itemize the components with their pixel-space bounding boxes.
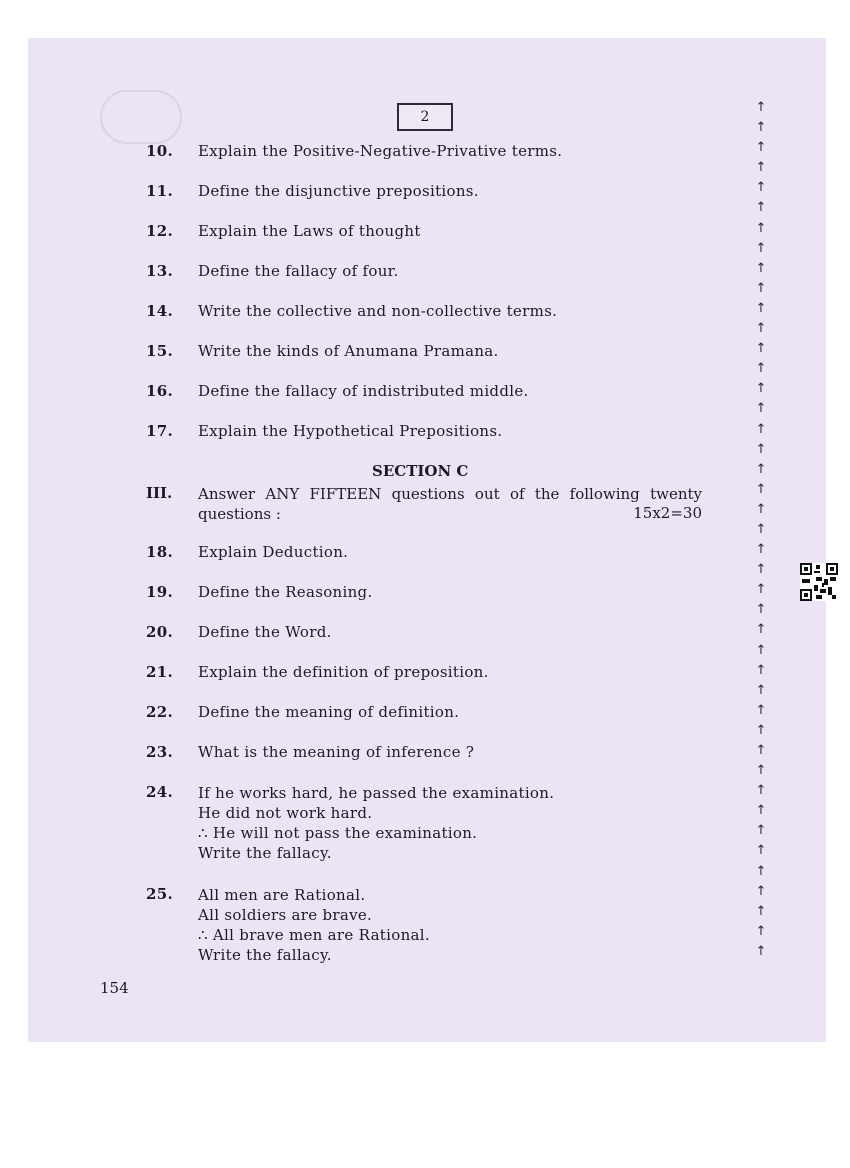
up-arrow-icon: ↑ <box>755 542 767 558</box>
up-arrow-icon: ↑ <box>755 883 767 899</box>
question-text: Define the meaning of definition. <box>198 703 460 721</box>
faint-stamp <box>100 90 182 144</box>
up-arrow-icon: ↑ <box>755 562 767 578</box>
up-arrow-icon: ↑ <box>755 622 767 638</box>
question-number: 20. <box>146 623 173 641</box>
question-text: Define the fallacy of four. <box>198 262 399 280</box>
question-10 <box>146 142 562 160</box>
up-arrow-icon: ↑ <box>755 863 767 879</box>
question-number: 23. <box>146 743 173 761</box>
up-arrow-icon: ↑ <box>755 682 767 698</box>
up-arrow-icon: ↑ <box>755 220 767 236</box>
question-number: 21. <box>146 663 173 681</box>
up-arrow-icon: ↑ <box>755 381 767 397</box>
question-number: 17. <box>146 422 173 440</box>
question-25 <box>146 885 430 965</box>
question-14 <box>146 302 557 320</box>
section-title: SECTION C <box>372 462 469 480</box>
question-17 <box>146 422 502 440</box>
up-arrow-icon: ↑ <box>755 642 767 658</box>
question-number: 16. <box>146 382 173 400</box>
question-line: ∴ All brave men are Rational. <box>198 926 430 944</box>
question-number: 22. <box>146 703 173 721</box>
up-arrow-icon: ↑ <box>755 260 767 276</box>
up-arrow-icon: ↑ <box>755 100 767 115</box>
up-arrow-icon: ↑ <box>755 401 767 417</box>
up-arrow-icon: ↑ <box>755 662 767 678</box>
question-18 <box>146 543 348 561</box>
up-arrow-icon: ↑ <box>755 180 767 196</box>
question-number: 11. <box>146 182 173 200</box>
question-line: ∴ He will not pass the examination. <box>198 824 478 842</box>
question-19 <box>146 583 373 601</box>
up-arrow-icon: ↑ <box>755 823 767 839</box>
question-21 <box>146 663 489 681</box>
up-arrow-icon: ↑ <box>755 481 767 497</box>
question-number: 25. <box>146 885 173 903</box>
up-arrow-icon: ↑ <box>755 160 767 176</box>
question-number: 24. <box>146 783 173 801</box>
up-arrow-icon: ↑ <box>755 501 767 517</box>
up-arrow-icon: ↑ <box>755 341 767 357</box>
question-number: 13. <box>146 262 173 280</box>
qr-code-icon <box>800 563 838 601</box>
question-text: Explain the Positive-Negative-Privative terms. <box>198 142 563 160</box>
up-arrow-icon: ↑ <box>755 783 767 799</box>
question-text: Write the kinds of Anumana Pramana. <box>198 342 499 360</box>
question-line: Write the fallacy. <box>198 844 332 862</box>
page-number-box: 2 <box>397 103 453 131</box>
question-text: Define the disjunctive prepositions. <box>198 182 479 200</box>
question-text: Define the Word. <box>198 623 332 641</box>
question-number: 18. <box>146 543 173 561</box>
section-roman-number: III. <box>146 484 173 502</box>
up-arrow-icon: ↑ <box>755 461 767 477</box>
up-arrow-icon: ↑ <box>755 240 767 256</box>
up-arrow-icon: ↑ <box>755 140 767 156</box>
up-arrow-icon: ↑ <box>755 280 767 296</box>
question-line: Write the fallacy. <box>198 946 332 964</box>
question-line: All men are Rational. <box>198 886 366 904</box>
up-arrow-icon: ↑ <box>755 763 767 779</box>
question-text <box>198 783 554 863</box>
question-number: 14. <box>146 302 173 320</box>
question-text: Define the fallacy of indistributed middle. <box>198 382 529 400</box>
up-arrow-icon: ↑ <box>755 321 767 337</box>
question-text: Explain the Laws of thought <box>198 222 421 240</box>
question-line: All soldiers are brave. <box>198 906 373 924</box>
up-arrow-icon: ↑ <box>755 602 767 618</box>
question-number: 12. <box>146 222 173 240</box>
footer-page-number: 154 <box>100 979 129 997</box>
up-arrow-icon: ↑ <box>755 702 767 718</box>
arrow-column <box>754 98 768 962</box>
up-arrow-icon: ↑ <box>755 300 767 316</box>
question-number: 19. <box>146 583 173 601</box>
question-23 <box>146 743 474 761</box>
up-arrow-icon: ↑ <box>755 903 767 919</box>
up-arrow-icon: ↑ <box>755 923 767 939</box>
question-text: Explain the definition of preposition. <box>198 663 489 681</box>
up-arrow-icon: ↑ <box>755 722 767 738</box>
question-24 <box>146 783 554 863</box>
question-text <box>198 885 430 965</box>
up-arrow-icon: ↑ <box>755 582 767 598</box>
up-arrow-icon: ↑ <box>755 200 767 216</box>
instruction-text: Answer ANY FIFTEEN questions out of the following twenty questions : <box>198 485 702 523</box>
question-16 <box>146 382 529 400</box>
up-arrow-icon: ↑ <box>755 421 767 437</box>
question-11 <box>146 182 479 200</box>
question-15 <box>146 342 499 360</box>
up-arrow-icon: ↑ <box>755 803 767 819</box>
question-line: He did not work hard. <box>198 804 373 822</box>
question-12 <box>146 222 421 240</box>
up-arrow-icon: ↑ <box>755 120 767 136</box>
question-22 <box>146 703 459 721</box>
up-arrow-icon: ↑ <box>755 743 767 758</box>
up-arrow-icon: ↑ <box>755 943 767 959</box>
question-line: If he works hard, he passed the examination. <box>198 784 555 802</box>
question-text: Explain the Hypothetical Prepositions. <box>198 422 503 440</box>
up-arrow-icon: ↑ <box>755 441 767 457</box>
question-text: Define the Reasoning. <box>198 583 373 601</box>
up-arrow-icon: ↑ <box>755 843 767 859</box>
question-20 <box>146 623 332 641</box>
question-text: Explain Deduction. <box>198 543 349 561</box>
up-arrow-icon: ↑ <box>755 521 767 537</box>
question-text: Write the collective and non-collective terms. <box>198 302 558 320</box>
question-text: What is the meaning of inference ? <box>198 743 475 761</box>
marks-label: 15x2=30 <box>633 504 702 522</box>
up-arrow-icon: ↑ <box>755 361 767 377</box>
question-number: 15. <box>146 342 173 360</box>
question-number: 10. <box>146 142 173 160</box>
question-13 <box>146 262 399 280</box>
